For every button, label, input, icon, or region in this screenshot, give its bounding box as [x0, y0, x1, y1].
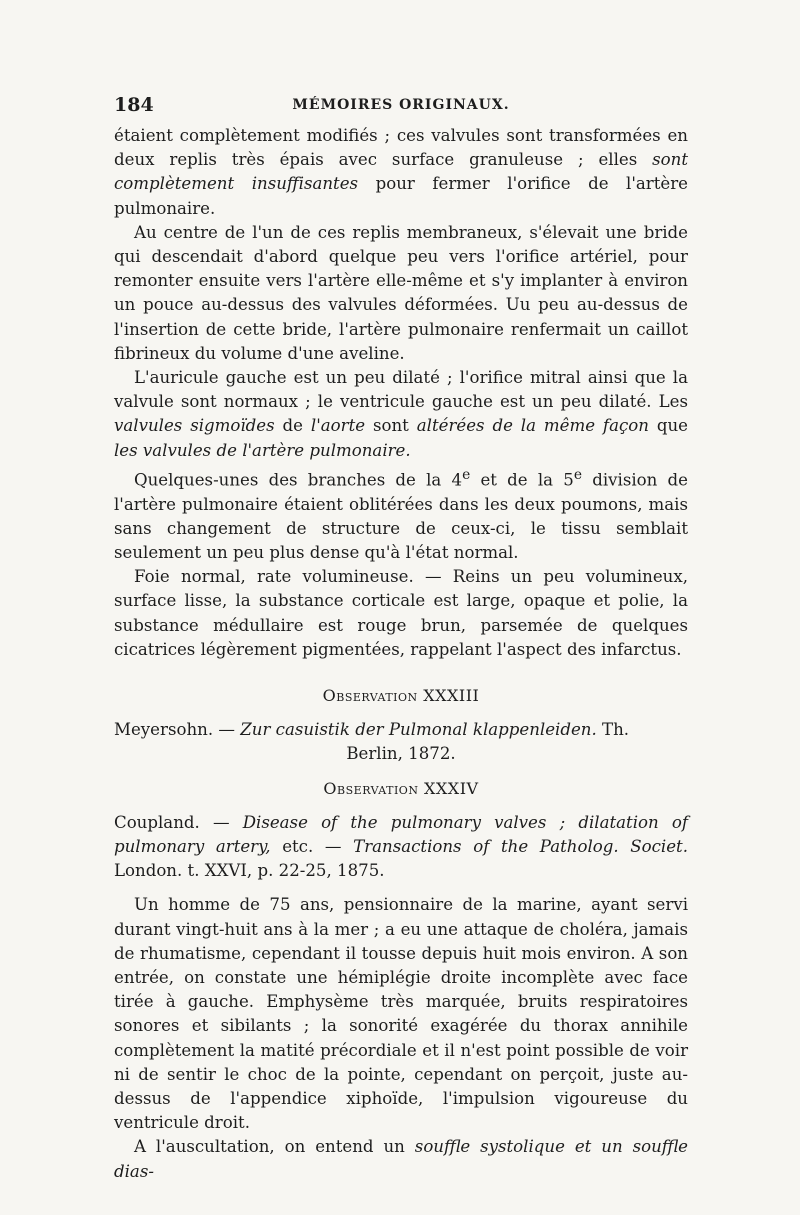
paragraph-5: Foie normal, rate volumineuse. — Reins un peu volumineux, surface lisse, la substance corticale est large, opaque et polie, la substance médullaire est rouge brun, parsemée de quelques cicatrices légèrement pigmentées, rappelant l'aspect des infarctus.: [114, 567, 688, 659]
observation-33-place: Berlin, 1872.: [346, 744, 456, 764]
page-header: [114, 94, 688, 124]
page-number: 184: [114, 94, 154, 116]
body-text: [114, 124, 688, 1184]
paragraph-2: Au centre de l'un de ces replis membraneux, s'élevait une bride qui descendait d'abord quelque peu vers l'orifice artériel, pour remonter ensuite vers l'artère elle-même et s'y implanter à environ un pouce au-dessus des valvules déformées. Uu peu au-dessus de l'insertion de cette bride, l'artère pulmonaire renfermait un caillot fibrineux du volume d'une aveline.: [114, 222, 688, 363]
paragraph-4: Quelques-unes des branches de la 4e et de la 5e division de l'artère pulmonaire étaient oblitérées dans les deux poumons, mais sans changement de structure de ceux-ci, le tissu semblait seulement un peu plus dense qu'à l'état normal.: [114, 466, 688, 562]
paragraph-6: Un homme de 75 ans, pensionnaire de la marine, ayant servi durant vingt-huit ans à la mer ; a eu une attaque de choléra, jamais de rhumatisme, cependant il tousse depuis huit mois environ. A son entrée, on constate une hémiplégie droite incomplète avec face tirée à gauche. Emphysème très marquée, bruits respiratoires sonores et sibilants ; la sonorité exagérée du thorax annihile complètement la matité précordiale et il n'est point possible de voir ni de sentir le choc de la pointe, cependant on perçoit, juste au-dessus de l'appendice xiphoïde, l'impulsion vigoureuse du ventricule droit.: [114, 895, 688, 1133]
paragraph-1: étaient complètement modifiés ; ces valvules sont transformées en deux replis très épais avec surface granuleuse ; elles sont complètement insuffisantes pour fermer l'orifice de l'artère pulmonaire.: [114, 126, 688, 218]
observation-33-reference: Meyersohn. — Zur casuistik der Pulmonal klappenleiden. Th.: [114, 720, 630, 740]
paragraph-7: A l'auscultation, on entend un souffle systolique et un souffle dias-: [114, 1137, 688, 1181]
paragraph-3: L'auricule gauche est un peu dilaté ; l'orifice mitral ainsi que la valvule sont normaux ; le ventricule gauche est un peu dilaté. Les valvules sigmoïdes de l'aorte sont altérées de la même façon que les valvules de l'artère pulmonaire.: [114, 368, 688, 460]
observation-34-title: Observation XXXIV: [323, 778, 479, 798]
running-title: MÉMOIRES ORIGINAUX.: [292, 97, 510, 113]
observation-33-title: Observation XXXIII: [322, 686, 480, 705]
observation-34-reference: Coupland. — Disease of the pulmonary valves ; dilatation of pulmonary artery, etc. — Transactions of the Patholog. Societ. London. t. XXVI, p. 22-25, 1875.: [114, 812, 688, 881]
